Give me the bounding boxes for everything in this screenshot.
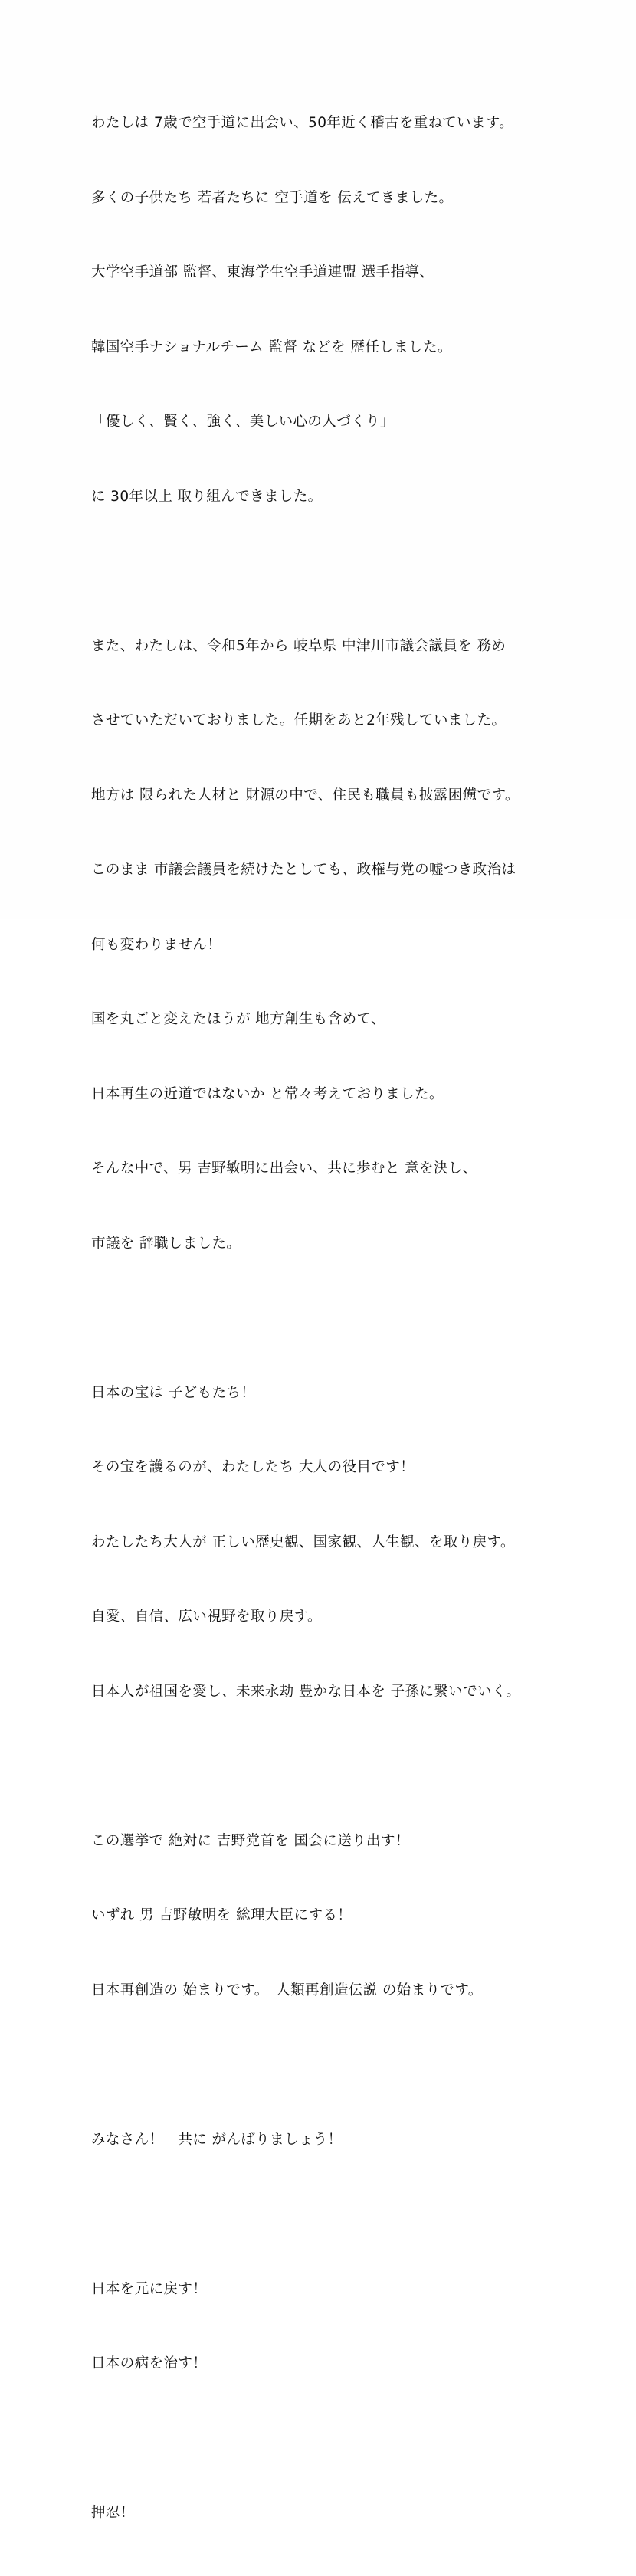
text-line: みなさん！ 共に がんばりましょう！ (91, 2131, 343, 2148)
text-line: また、わたしは、令和5年から 岐阜県 中津川市議会議員を 務め (91, 637, 507, 654)
text-line: 「優しく、賢く、強く、美しい心の人づくり」 (91, 414, 395, 430)
text-line: 押忍！ (91, 2505, 135, 2521)
text-line: 何も変わりません！ (91, 936, 222, 953)
text-line: 日本人が祖国を愛し、未来永劫 豊かな日本を 子孫に繋いでいく。 (91, 1683, 521, 1700)
text-line: そんな中で、男 吉野敏明に出会い、共に歩むと 意を決し、 (91, 1160, 477, 1177)
paragraph-gap (91, 2202, 589, 2227)
text-line: この選挙で 絶対に 吉野党首を 国会に送り出す！ (91, 1832, 410, 1849)
text-line: いずれ 男 吉野敏明を 総理大臣にする！ (91, 1907, 352, 1923)
text-line: に 30年以上 取り組んできました。 (91, 488, 323, 505)
text-line: 日本を元に戻す！ (91, 2280, 208, 2297)
document-body (91, 61, 589, 2576)
text-line: 大学空手道部 監督、東海学生空手道連盟 選手指導、 (91, 264, 434, 280)
text-line: 日本の病を治す！ (91, 2355, 208, 2371)
text-line: 韓国空手ナショナルチーム 監督 などを 歴任しました。 (91, 339, 452, 355)
text-line: わたしたち大人が 正しい歴史観、国家観、人生観、を取り戻す。 (91, 1533, 515, 1550)
text-line: 自愛、自信、広い視野を取り戻す。 (91, 1609, 322, 1625)
text-line: 日本再創造の 始まりです。 人類再創造伝説 の始まりです。 (91, 1982, 483, 1998)
text-line: 国を丸ごと変えたほうが 地方創生も含めて、 (91, 1011, 385, 1027)
paragraph-gap (91, 559, 589, 584)
text-line: 日本の宝は 子どもたち！ (91, 1384, 256, 1401)
text-line: 市議を 辞職しました。 (91, 1235, 241, 1252)
text-line: 多くの子供たち 若者たちに 空手道を 伝えてきました。 (91, 189, 454, 206)
text-line: 地方は 限られた人材と 財源の中で、住民も職員も披露困憊です。 (91, 787, 520, 804)
text-line: その宝を護るのが、わたしたち 大人の役目です！ (91, 1459, 415, 1475)
paragraph-gap (91, 2427, 589, 2452)
paragraph-gap (91, 2053, 589, 2078)
paragraph-gap (91, 1754, 589, 1779)
text-line: わたしは 7歳で空手道に出会い、50年近く稽古を重ねています。 (91, 115, 514, 131)
text-line: 日本再生の近道ではないか と常々考えておりました。 (91, 1085, 444, 1102)
text-line: このまま 市議会議員を続けたとしても、政権与党の嘘つき政治は (91, 862, 516, 878)
paragraph-gap (91, 1306, 589, 1331)
text-line: させていただいておりました。任期をあと2年残していました。 (91, 712, 507, 728)
